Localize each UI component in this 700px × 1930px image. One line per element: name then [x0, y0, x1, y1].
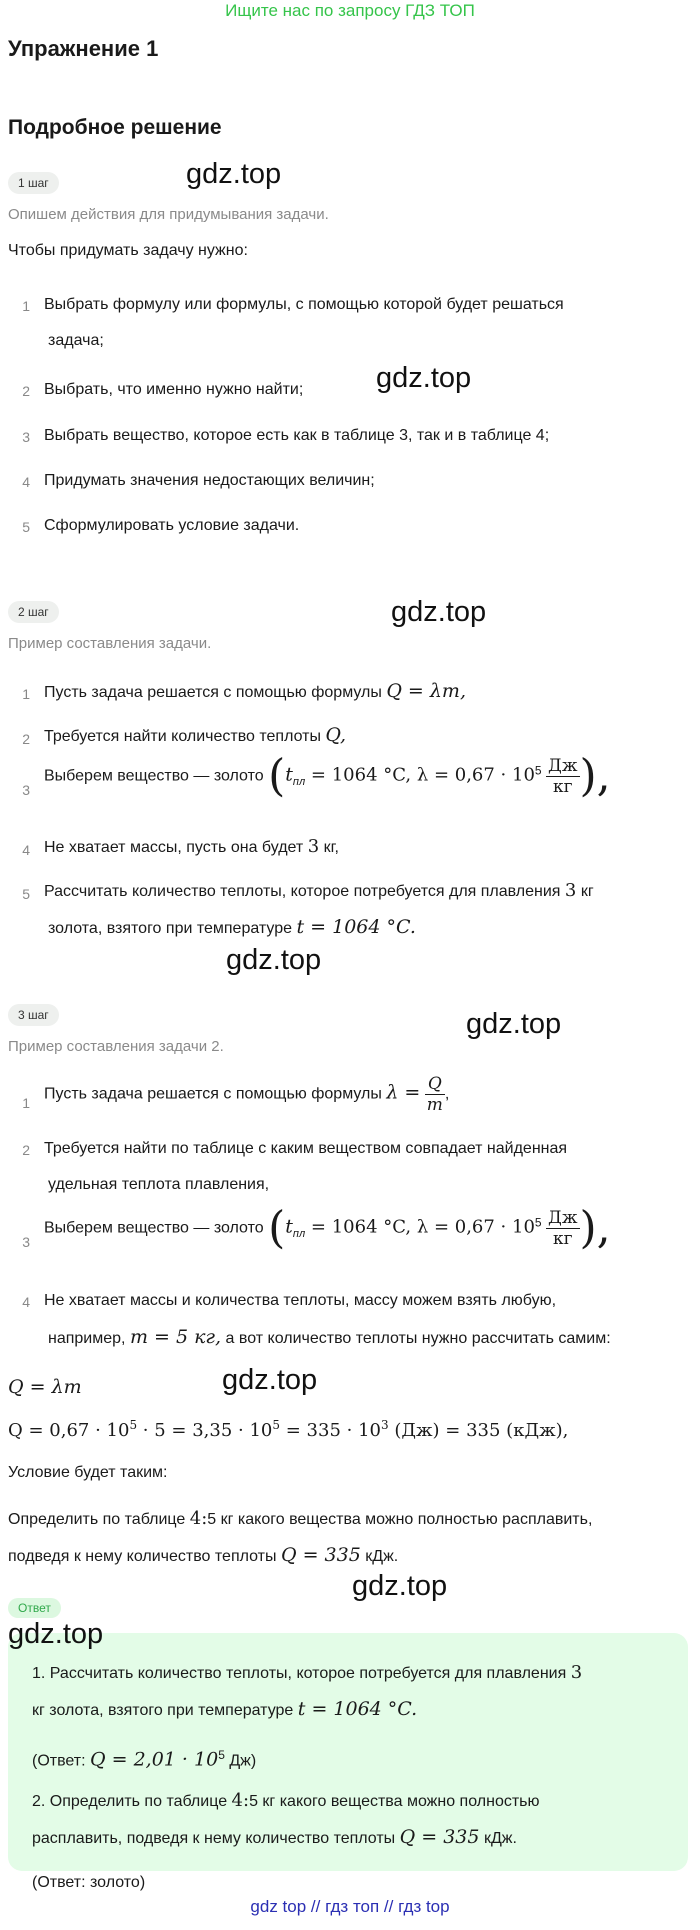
list-item-cont [48, 1324, 611, 1352]
list-item: Сформулировать условие задачи. [44, 517, 300, 534]
answer-label: Ответ [8, 1598, 61, 1618]
list-number: 4 [22, 842, 30, 858]
answer-text [32, 1660, 582, 1687]
math-paren: ( [268, 750, 286, 802]
cond-part: кДж. [365, 1548, 399, 1565]
list-item-cont: задача; [48, 332, 104, 349]
step-subtitle: Пример составления задачи 2. [8, 1038, 224, 1055]
solution-heading: Подробное решение [8, 116, 222, 139]
answer-math: t = 1064 °C. [297, 1698, 418, 1720]
eq-exp: 5 [272, 1418, 281, 1432]
math-sub: пл [292, 775, 306, 788]
watermark: gdz.top [222, 1364, 318, 1396]
item-text: Не хватает массы, пусть она будет [44, 839, 304, 856]
answer-part: расплавить, подведя к нему количество теплоты [32, 1830, 396, 1847]
math-paren: ), [579, 750, 611, 802]
list-number: 3 [22, 1234, 30, 1250]
item-text: например, [48, 1330, 126, 1347]
eq-part: · 5 = 3,35 · 10 [137, 1420, 273, 1441]
cond-part: Определить по таблице [8, 1511, 186, 1528]
answer-part: (Ответ: [32, 1752, 86, 1770]
footer-links[interactable]: gdz top // гдз топ // гдз top [250, 1897, 450, 1916]
unit-text: кг, [323, 839, 339, 856]
unit-text: кг [580, 883, 594, 900]
answer-text [32, 1742, 256, 1774]
eq-part: Q = 0,67 · 10 [8, 1420, 130, 1441]
answer-part: кг золота, взятого при температуре [32, 1702, 294, 1719]
eq-part: = 335 · 10 [280, 1420, 381, 1441]
list-number: 4 [22, 474, 30, 490]
list-number: 3 [22, 429, 30, 445]
answer-text: (Ответ: золото) [32, 1874, 146, 1891]
list-item: Придумать значения недостающих величин; [44, 472, 375, 489]
answer-text [32, 1788, 540, 1815]
math-sub: пл [292, 1227, 306, 1240]
list-number: 1 [22, 1095, 30, 1111]
list-item: Не хватает массы и количества теплоты, массу можем взять любую, [44, 1292, 557, 1309]
math-formula: λ = [386, 1081, 421, 1104]
list-item [44, 678, 466, 706]
math-formula: = 1064 °C, λ = 0,67 · 10 [305, 1216, 535, 1238]
math-paren: ), [579, 1202, 611, 1254]
math-number: 3 [564, 880, 577, 901]
item-text: Выберем вещество — золото [44, 767, 264, 785]
item-text: золота, взятого при температуре [48, 920, 293, 937]
math-exp: 5 [534, 763, 542, 778]
answer-part: Дж) [229, 1752, 257, 1770]
math-paren: ( [268, 1202, 286, 1254]
math-formula: Q, [325, 724, 347, 746]
answer-math: 4: [231, 1790, 250, 1811]
answer-math: 3 [570, 1662, 583, 1683]
step-intro: Чтобы придумать задачу нужно: [8, 242, 248, 259]
frac-den: m [426, 1095, 443, 1115]
math-formula: m = 5 кг, [129, 1326, 222, 1348]
step-badge: 1 шаг [8, 172, 59, 194]
watermark: gdz.top [8, 1618, 104, 1650]
step-badge: 2 шаг [8, 601, 59, 623]
answer-part: 2. Определить по таблице [32, 1793, 228, 1810]
answer-math: Q = 335 [399, 1826, 480, 1848]
list-number: 1 [22, 298, 30, 314]
list-number: 4 [22, 1294, 30, 1310]
list-number: 2 [22, 383, 30, 399]
eq-exp: 3 [380, 1418, 389, 1432]
list-item [44, 750, 611, 802]
step-subtitle: Пример составления задачи. [8, 635, 212, 652]
math-formula: Q = λm, [386, 680, 466, 702]
list-item [44, 722, 346, 750]
frac-num: Дж [548, 756, 578, 776]
condition-text [8, 1506, 592, 1533]
equation [8, 1418, 568, 1441]
math-fraction [546, 756, 579, 797]
list-number: 5 [22, 886, 30, 902]
math-var: t [285, 1215, 293, 1238]
math-punct: , [444, 1085, 450, 1103]
eq-part: (Дж) = 335 (кДж), [388, 1420, 569, 1441]
watermark: gdz.top [466, 1008, 562, 1040]
condition-intro: Условие будет таким: [8, 1464, 168, 1481]
item-text: Выберем вещество — золото [44, 1219, 264, 1237]
list-number: 2 [22, 731, 30, 747]
list-item [44, 834, 339, 861]
eq-exp: 5 [129, 1418, 138, 1432]
list-item [44, 878, 594, 905]
frac-den: кг [553, 777, 573, 797]
answer-part: 5 кг какого вещества можно полностью [249, 1793, 540, 1810]
item-text: Пусть задача решается с помощью формулы [44, 1085, 382, 1103]
cond-part: 5 кг какого вещества можно полностью расплавить, [207, 1511, 593, 1528]
watermark: gdz.top [352, 1570, 448, 1602]
watermark: gdz.top [376, 362, 472, 394]
item-text: Пусть задача решается с помощью формулы [44, 684, 382, 701]
math-fraction [425, 1074, 445, 1115]
watermark: gdz.top [391, 596, 487, 628]
answer-exp: 5 [218, 1748, 225, 1762]
list-item: Выбрать, что именно нужно найти; [44, 381, 304, 398]
list-item [44, 1202, 611, 1254]
list-number: 5 [22, 519, 30, 535]
math-number: 3 [307, 836, 320, 857]
math-formula: t = 1064 °C. [296, 916, 416, 938]
watermark: gdz.top [226, 944, 322, 976]
list-item: Выбрать формулу или формулы, с помощью которой будет решаться [44, 296, 564, 313]
answer-math: Q = 2,01 · 10 [90, 1748, 219, 1771]
top-banner-link[interactable]: Ищите нас по запросу ГДЗ ТОП [225, 1, 475, 20]
math-fraction [546, 1208, 579, 1249]
frac-den: кг [553, 1229, 573, 1249]
step-badge: 3 шаг [8, 1004, 59, 1026]
list-item-cont [48, 914, 416, 942]
cond-math: Q = 335 [280, 1544, 361, 1566]
equation: Q = λm [8, 1376, 82, 1398]
item-text: Рассчитать количество теплоты, которое потребуется для плавления [44, 883, 561, 900]
step-subtitle: Опишем действия для придумывания задачи. [8, 206, 329, 223]
frac-num: Q [425, 1074, 445, 1095]
condition-text [8, 1542, 398, 1570]
item-text: Требуется найти количество теплоты [44, 728, 321, 745]
math-exp: 5 [534, 1215, 542, 1230]
list-number: 2 [22, 1142, 30, 1158]
list-number: 1 [22, 686, 30, 702]
cond-math: 4: [189, 1508, 208, 1529]
list-item: Выбрать вещество, которое есть как в таблице 3, так и в таблице 4; [44, 427, 550, 444]
list-item: Требуется найти по таблице с каким веществом совпадает найденная [44, 1140, 568, 1157]
math-formula: = 1064 °C, λ = 0,67 · 10 [305, 764, 535, 786]
watermark: gdz.top [186, 158, 282, 190]
answer-text [32, 1696, 417, 1724]
list-number: 3 [22, 782, 30, 798]
list-item-cont: удельная теплота плавления, [48, 1176, 270, 1193]
answer-part: 1. Рассчитать количество теплоты, которое потребуется для плавления [32, 1665, 567, 1682]
answer-part: кДж. [483, 1830, 517, 1847]
answer-text [32, 1824, 517, 1852]
list-item [44, 1074, 449, 1115]
page-title: Упражнение 1 [8, 36, 159, 61]
frac-num: Дж [548, 1208, 578, 1228]
cond-part: подведя к нему количество теплоты [8, 1548, 277, 1565]
item-text: а вот количество теплоты нужно рассчитать самим: [225, 1330, 611, 1347]
math-var: t [285, 763, 293, 786]
